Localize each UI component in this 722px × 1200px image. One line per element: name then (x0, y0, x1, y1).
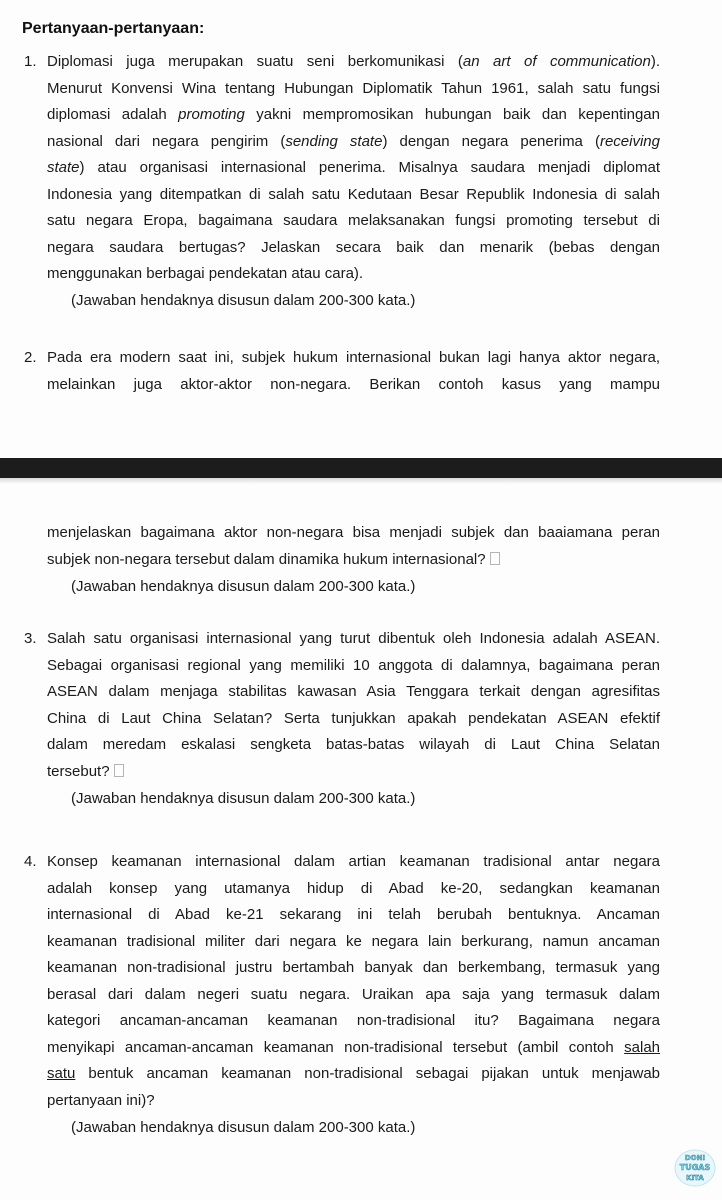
question-number: 2. (24, 349, 37, 366)
page-fold-shadow (0, 478, 722, 484)
question-line: menjelaskan bagaimana aktor non-negara bisa menjadi subjek dan baaiamana peran (47, 524, 660, 541)
question-line: satu negara Eropa, bagaimana saudara melaksanakan fungsi promoting tersebut di (47, 212, 660, 229)
question-line: melainkan juga aktor-aktor non-negara. Berikan contoh kasus yang mampu (47, 375, 660, 393)
question-line: internasional di Abad ke-21 sekarang ini telah berubah bentuknya. Ancaman (47, 906, 660, 923)
svg-text:DONI: DONI (684, 1154, 706, 1162)
question-line: menyikapi ancaman-ancaman keamanan non-tradisional tersebut (ambil contoh salah (47, 1038, 660, 1056)
question-line: subjek non-negara tersebut dalam dinamika hukum internasional? (47, 547, 660, 574)
question-line: keamanan non-tradisional justru bertambah banyak dan berkembang, termasuk yang (47, 959, 660, 976)
question-line: Salah satu organisasi internasional yang turut dibentuk oleh Indonesia adalah ASEAN. (47, 630, 660, 647)
section-heading: Pertanyaan-pertanyaan: (22, 20, 205, 37)
question-number: 4. (24, 853, 37, 870)
question-line: nasional dari negara pengirim (sending state) dengan negara penerima (receiving (47, 132, 660, 150)
question-line: berasal dari dalam negeri suatu negara. Uraikan apa saja yang termasuk dalam (47, 985, 660, 1003)
question-line: keamanan tradisional militer dari negara ke negara lain berkurang, namun ancaman (47, 932, 660, 950)
question-line: China di Laut China Selatan? Serta tunjukkan apakah pendekatan ASEAN efektif (47, 709, 660, 727)
answer-length-note: (Jawaban hendaknya disusun dalam 200-300 kata.) (71, 292, 416, 309)
answer-length-note: (Jawaban hendaknya disusun dalam 200-300 kata.) (71, 578, 416, 595)
missing-glyph-icon (490, 552, 500, 565)
answer-length-note: (Jawaban hendaknya disusun dalam 200-300 kata.) (71, 1119, 416, 1136)
question-line: adalah konsep yang utamanya hidup di Abad ke-20, sedangkan keamanan (47, 879, 660, 897)
question-line: diplomasi adalah promoting yakni mempromosikan hubungan baik dan kepentingan (47, 106, 660, 123)
question-line: satu bentuk ancaman keamanan non-tradisional sebagai pijakan untuk menjawab (47, 1065, 660, 1082)
svg-text:TUGAS: TUGAS (679, 1163, 711, 1172)
question-line: Pada era modern saat ini, subjek hukum internasional bukan lagi hanya aktor negara, (47, 349, 660, 366)
question-line: dalam meredam eskalasi sengketa batas-batas wilayah di Laut China Selatan (47, 736, 660, 753)
question-line: Konsep keamanan internasional dalam artian keamanan tradisional antar negara (47, 853, 660, 870)
question-line: menggunakan berbagai pendekatan atau cara). (47, 265, 364, 282)
question-number: 1. (24, 53, 37, 70)
svg-text:KITA: KITA (686, 1174, 704, 1182)
question-line: pertanyaan ini)? (47, 1091, 155, 1109)
question-line: Indonesia yang ditempatkan di salah satu Kedutaan Besar Republik Indonesia di salah (47, 185, 660, 203)
page-fold-bar (0, 458, 722, 478)
question-line: Diplomasi juga merupakan suatu seni berkomunikasi (an art of communication). (47, 53, 660, 70)
question-number: 3. (24, 630, 37, 647)
question-line: negara saudara bertugas? Jelaskan secara baik dan menarik (bebas dengan (47, 238, 660, 256)
question-line: state) atau organisasi internasional penerima. Misalnya saudara menjadi diplomat (47, 159, 660, 176)
missing-glyph-icon (114, 764, 124, 777)
question-line: Menurut Konvensi Wina tentang Hubungan Diplomatik Tahun 1961, salah satu fungsi (47, 79, 660, 97)
watermark-logo (674, 1148, 716, 1188)
question-line: Sebagai organisasi regional yang memiliki 10 anggota di dalamnya, bagaimana peran (47, 656, 660, 674)
question-line: kategori ancaman-ancaman keamanan non-tradisional itu? Bagaimana negara (47, 1012, 660, 1029)
answer-length-note: (Jawaban hendaknya disusun dalam 200-300 kata.) (71, 790, 416, 807)
question-line: tersebut? (47, 759, 660, 786)
question-line: ASEAN dalam menjaga stabilitas kawasan Asia Tenggara terkait dengan agresifitas (47, 683, 660, 700)
